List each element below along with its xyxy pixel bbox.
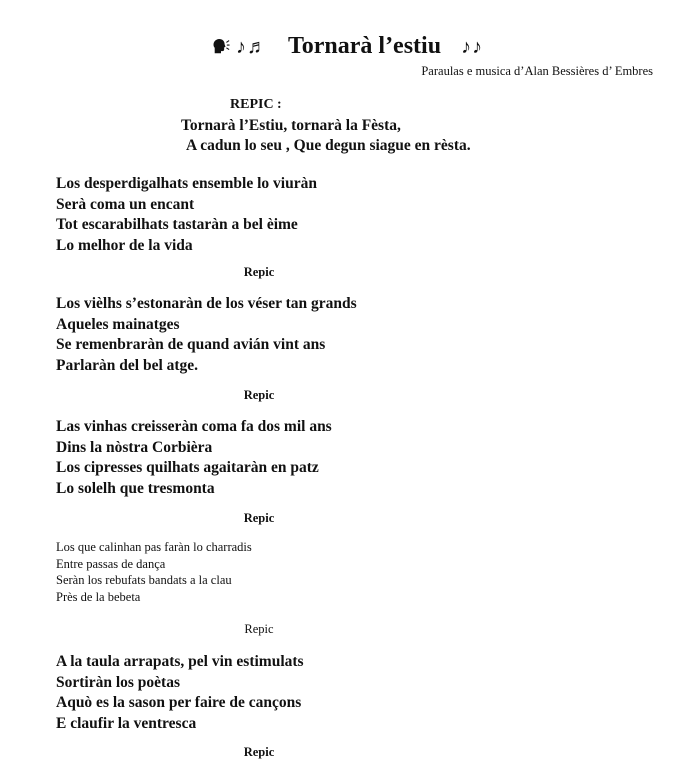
lyric-line: Près de la bebeta	[56, 589, 141, 604]
stanza	[56, 652, 304, 734]
lyric-line: Sortiràn los poètas	[56, 673, 180, 691]
stanza	[56, 539, 252, 605]
repic-marker: Repic	[243, 511, 275, 525]
refrain-line: A cadun lo seu , Que degun siague en rèsta.	[186, 137, 471, 154]
lyric-line: Parlaràn del bel atge.	[56, 356, 199, 374]
music-notes-icon: ♪♪	[461, 36, 484, 58]
lyric-line: Dins la nòstra Corbièra	[56, 438, 213, 456]
stanza	[56, 174, 317, 256]
lyric-line: A la taula arrapats, pel vin estimulats	[56, 653, 304, 670]
music-notes-icon: ♪♬	[235, 36, 268, 58]
stanza	[56, 294, 357, 376]
lyric-line: Seràn los rebufats bandats a la clau	[56, 573, 232, 587]
lyric-line: Aquò es la sason per faire de cançons	[56, 694, 302, 711]
lyric-line: Los vièlhs s’estonaràn de los véser tan grands	[56, 295, 357, 312]
lyric-line: Se remenbraràn de quand avián vint ans	[56, 336, 326, 353]
song-credits: Paraulas e musica d’Alan Bessières d’ Embres	[421, 64, 653, 78]
lyric-line: Aqueles mainatges	[56, 315, 180, 333]
repic-marker: Repic	[243, 388, 275, 402]
lyric-line: Entre passas de dança	[56, 556, 166, 571]
lyric-line: Los desperdigalhats ensemble lo viuràn	[56, 175, 317, 192]
repic-marker: Repic	[243, 265, 275, 279]
lyric-line: Serà coma un encant	[56, 195, 195, 213]
refrain-line: Tornarà l’Estiu, tornarà la Fèsta,	[181, 117, 401, 134]
repic-marker: Repic	[244, 622, 274, 636]
lyric-line: Lo solelh que tresmonta	[56, 479, 215, 497]
repic-marker: Repic	[243, 745, 275, 759]
lyric-line: Lo melhor de la vida	[56, 236, 193, 254]
song-title: Tornarà l’estiu	[287, 33, 442, 59]
lyric-line: Los que calinhan pas faràn lo charradis	[56, 540, 252, 554]
title-row	[0, 32, 695, 61]
lyric-line: Tot escarabilhats tastaràn a bel èime	[56, 216, 298, 233]
speaking-head-icon	[212, 37, 230, 55]
lyric-line: Los cipresses quilhats agaitaràn en patz	[56, 459, 319, 476]
lyric-line: E claufir la ventresca	[56, 714, 197, 732]
lyric-line: Las vinhas creisseràn coma fa dos mil ans	[56, 418, 332, 435]
stanza	[56, 417, 332, 499]
refrain-label: REPIC :	[230, 97, 282, 112]
